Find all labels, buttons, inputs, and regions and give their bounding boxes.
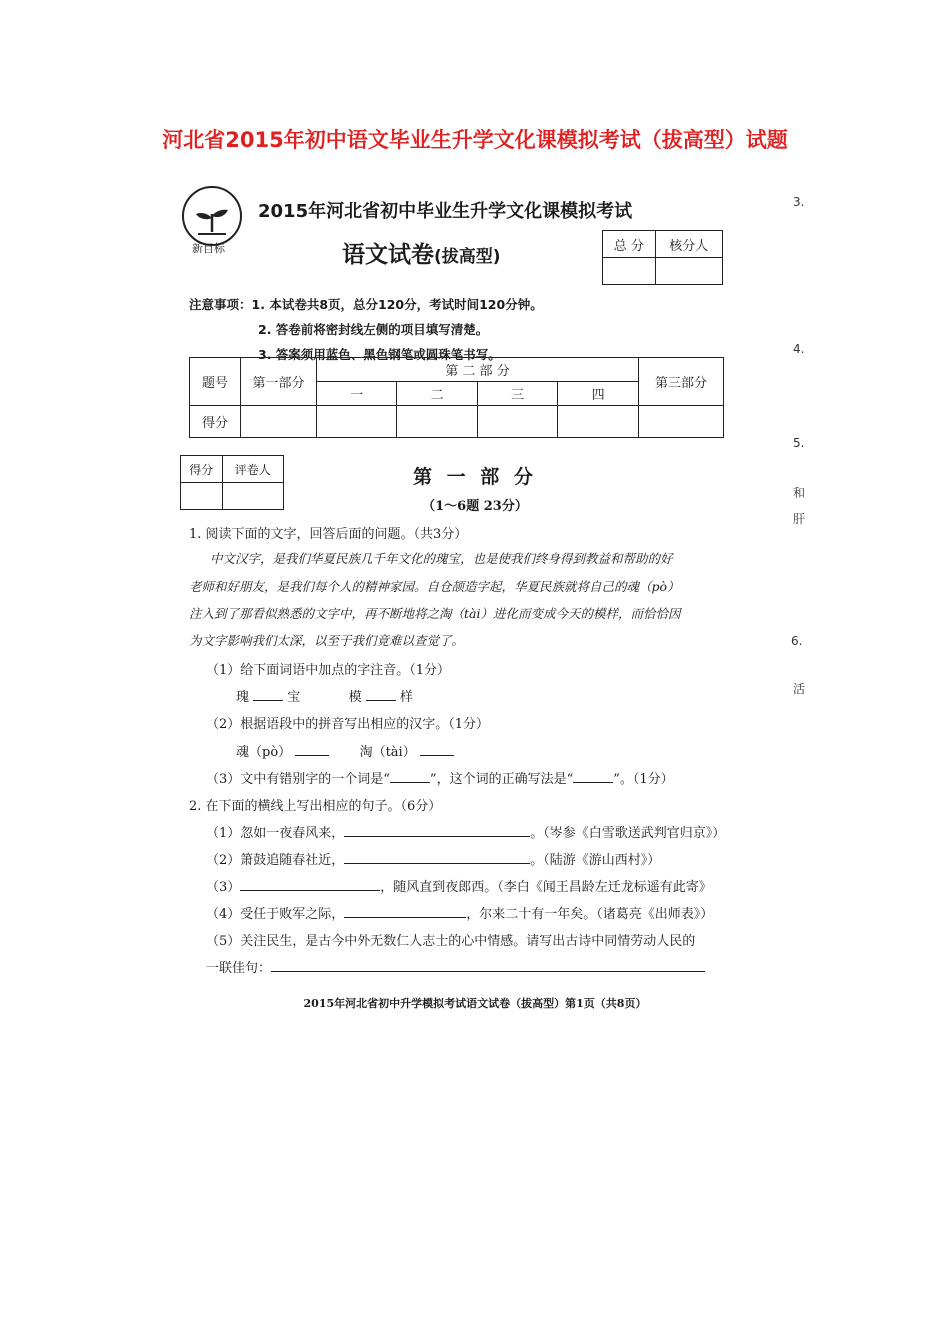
sub2-blank-1[interactable]: [295, 741, 329, 756]
exam-notes: [189, 292, 543, 367]
q2-line-3-a: （3）: [206, 880, 241, 895]
part1-heading: [0, 462, 950, 514]
q2-blank-3[interactable]: [240, 876, 380, 891]
q2-line-4-a: （4）受任于败军之际，: [206, 907, 345, 922]
sub3-text-b: ”，这个词的正确写法是“: [429, 772, 574, 787]
score-cell-part1[interactable]: [241, 406, 317, 438]
paper-title-main: 语文试卷: [342, 242, 434, 268]
total-score-label: 总 分: [603, 231, 656, 258]
q2-line-2-b: 。（陆游《游山西村》）: [530, 853, 661, 868]
notes-item-2: 2. 答卷前将密封线左侧的项目填写清楚。: [258, 322, 489, 337]
logo-icon: [182, 186, 242, 246]
sub1-word2-rest: 样: [399, 690, 413, 705]
edge-fragment-2: 4.: [793, 342, 805, 356]
score-cell-part2-2[interactable]: [397, 406, 477, 438]
score-cell-part2-1[interactable]: [317, 406, 397, 438]
q1-passage-line-1: 中文汉字，是我们华夏民族几千年文化的瑰宝，也是使我们终身得到教益和帮助的好: [210, 551, 673, 566]
checker-label: 核分人: [655, 231, 722, 258]
sub3-text-c: ”。（1分）: [613, 772, 674, 787]
sub3-blank-correct[interactable]: [573, 768, 613, 783]
grader-label: 评卷人: [222, 456, 283, 483]
part3-header: 第三部分: [639, 358, 724, 406]
q1-stem: 1. 阅读下面的文字，回答后面的问题。（共3分）: [189, 527, 468, 542]
sub2-item-b: 淘（tài）: [359, 745, 416, 760]
part2-sub-4: 四: [558, 382, 639, 406]
question-number-label: 题号: [190, 358, 241, 406]
q2-line-4-b: ，尔来二十有一年矣。（诸葛亮《出师表》）: [466, 907, 714, 922]
sub2-item-a: 魂（pò）: [236, 745, 292, 760]
q2-line-2: [206, 849, 660, 868]
edge-fragment-3: 5.: [793, 436, 805, 450]
total-score-cell[interactable]: [603, 258, 656, 285]
sub3-blank-wrong[interactable]: [390, 768, 430, 783]
q1-sub2: （2）根据语段中的拼音写出相应的汉字。（1分）: [206, 717, 490, 732]
exam-title: 2015年河北省初中毕业生升学文化课模拟考试: [258, 201, 633, 222]
q2-line-6: [206, 957, 705, 976]
checker-cell[interactable]: [655, 258, 722, 285]
edge-fragment-4: 和: [793, 486, 806, 500]
part2-header: 第 二 部 分: [317, 358, 639, 382]
notes-item-3: 3. 答案须用蓝色、黑色钢笔或圆珠笔书写。: [258, 347, 501, 362]
part2-sub-2: 二: [397, 382, 477, 406]
part1-title: 第 一 部 分: [413, 466, 537, 488]
grade-table: [189, 357, 724, 438]
sub2-blank-2[interactable]: [420, 741, 454, 756]
q1-passage-line-3: 注入到了那看似熟悉的文字中，再不断地将之淘（tài）进化而变成今天的模样，而恰恰因: [189, 606, 681, 621]
q2-line-6-a: 一联佳句：: [206, 961, 272, 976]
edge-fragment-7: 活: [793, 682, 806, 696]
q1-passage-line-2: 老师和好朋友，是我们每个人的精神家园。自仓颉造字起，华夏民族就将自己的魂（pò）: [189, 579, 680, 594]
grader-score-label: 得分: [181, 456, 223, 483]
q2-line-3: [206, 876, 712, 895]
part2-sub-3: 三: [477, 382, 557, 406]
q2-line-1-b: 。（岑参《白雪歌送武判官归京》）: [530, 826, 726, 841]
q2-line-1: [206, 822, 725, 841]
sub1-blank-2[interactable]: [366, 686, 396, 701]
score-row-label: 得分: [190, 406, 241, 438]
q1-sub2-answers: [236, 741, 454, 760]
q2-blank-5[interactable]: [271, 957, 705, 972]
edge-fragment-1: 3.: [793, 195, 805, 209]
q2-line-4: [206, 903, 713, 922]
q1-sub3: [206, 768, 674, 787]
edge-fragment-6: 6.: [791, 634, 803, 648]
paper-title: [342, 236, 501, 269]
sub3-text-a: （3）文中有错别字的一个词是“: [206, 772, 390, 787]
sub1-word2-char: 模: [348, 690, 362, 705]
notes-label: 注意事项：: [189, 297, 252, 312]
notes-item-1: 1. 本试卷共8页，总分120分，考试时间120分钟。: [251, 297, 543, 312]
q2-line-5: （5）关注民生，是古今中外无数仁人志士的心中情感。请写出古诗中同情劳动人民的: [206, 934, 696, 949]
sub1-word1-char: 瑰: [236, 690, 250, 705]
q2-blank-4[interactable]: [344, 903, 466, 918]
paper-subtitle: (拔高型): [434, 247, 501, 267]
q2-line-2-a: （2）箫鼓追随春社近，: [206, 853, 345, 868]
sub1-word1-rest: 宝: [287, 690, 301, 705]
q2-stem: 2. 在下面的横线上写出相应的句子。（6分）: [189, 799, 442, 814]
logo-label: 新目标: [192, 242, 225, 255]
part1-header: 第一部分: [241, 358, 317, 406]
q2-line-1-a: （1）忽如一夜春风来，: [206, 826, 345, 841]
q2-line-3-b: ，随风直到夜郎西。（李白《闻王昌龄左迁龙标遥有此寄》: [380, 880, 712, 895]
score-cell-part3[interactable]: [639, 406, 724, 438]
q1-passage-line-4: 为文字影响我们太深，以至于我们竟难以查觉了。: [189, 633, 465, 648]
part1-subtitle: （1～6题 23分）: [422, 499, 528, 514]
edge-fragment-5: 肝: [793, 512, 806, 526]
part2-sub-1: 一: [317, 382, 397, 406]
page-footer: 2015年河北省初中升学模拟考试语文试卷（拔高型）第1页（共8页）: [303, 997, 647, 1010]
score-cell-part2-4[interactable]: [558, 406, 639, 438]
q2-blank-1[interactable]: [344, 822, 530, 837]
q2-blank-2[interactable]: [344, 849, 530, 864]
sub1-blank-1[interactable]: [253, 686, 283, 701]
total-score-box: [602, 230, 723, 285]
q1-sub1-answers: [236, 686, 413, 705]
score-cell-part2-3[interactable]: [477, 406, 557, 438]
document-title: 河北省2015年初中语文毕业生升学文化课模拟考试（拔高型）试题: [162, 128, 788, 152]
q1-sub1: （1）给下面词语中加点的字注音。（1分）: [206, 663, 451, 678]
